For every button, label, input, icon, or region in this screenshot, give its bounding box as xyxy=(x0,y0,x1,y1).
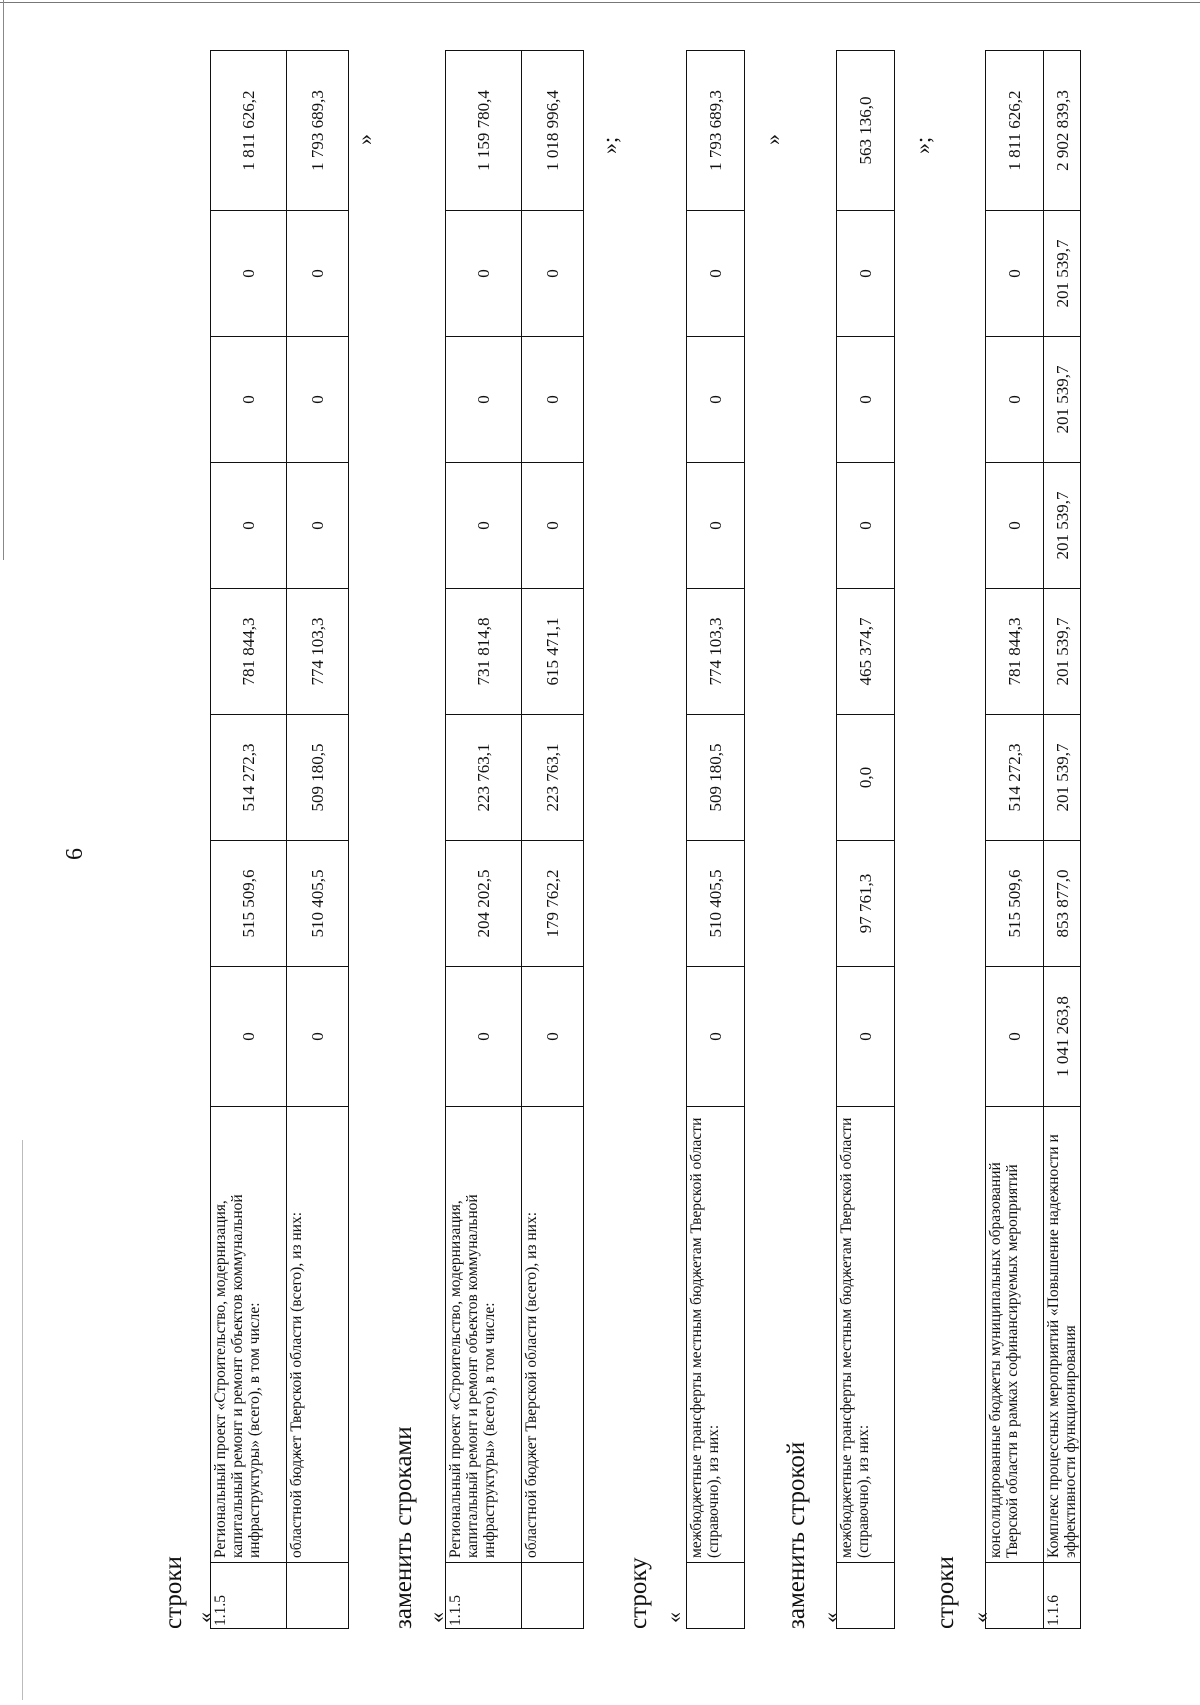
value-cell: 509 180,5 xyxy=(687,715,745,841)
value-cell: 0 xyxy=(446,211,522,337)
close-quote: »; xyxy=(597,136,622,154)
value-cell: 774 103,3 xyxy=(687,589,745,715)
value-cell: 0 xyxy=(446,463,522,589)
value-cell: 0 xyxy=(287,337,349,463)
value-cell: 201 539,7 xyxy=(1044,463,1081,589)
value-cell: 510 405,5 xyxy=(687,841,745,967)
value-cell: 0 xyxy=(986,211,1044,337)
value-cell: 1 041 263,8 xyxy=(1044,967,1081,1107)
value-cell: 201 539,7 xyxy=(1044,211,1081,337)
table-row xyxy=(687,51,745,1629)
section-heading: заменить строкой xyxy=(783,1441,810,1629)
value-cell: 0 xyxy=(446,337,522,463)
section-heading: строки xyxy=(932,1556,959,1629)
value-cell: 0 xyxy=(446,967,522,1107)
value-cell: 0 xyxy=(986,967,1044,1107)
value-cell: 223 763,1 xyxy=(446,715,522,841)
table-row xyxy=(287,51,349,1629)
budget-table xyxy=(836,50,895,1629)
row-description: областной бюджет Тверской области (всего), из них: xyxy=(522,1107,584,1563)
value-cell: 1 793 689,3 xyxy=(287,51,349,211)
value-cell: 0 xyxy=(837,967,895,1107)
value-cell: 0 xyxy=(211,211,287,337)
value-cell: 0 xyxy=(522,967,584,1107)
close-quote: » xyxy=(352,134,377,145)
value-cell: 0 xyxy=(687,211,745,337)
value-cell: 0 xyxy=(986,463,1044,589)
row-description: межбюджетные трансферты местным бюджетам Тверской области (справочно), из них: xyxy=(837,1107,895,1563)
value-cell: 1 811 626,2 xyxy=(986,51,1044,211)
value-cell: 97 761,3 xyxy=(837,841,895,967)
table-row xyxy=(446,51,522,1629)
budget-table xyxy=(445,50,584,1629)
row-number xyxy=(986,1563,1044,1629)
value-cell: 0 xyxy=(287,967,349,1107)
value-cell: 0,0 xyxy=(837,715,895,841)
value-cell: 0 xyxy=(522,211,584,337)
open-quote: « xyxy=(424,1612,449,1623)
row-description: Региональный проект «Строительство, модернизация, капитальный ремонт и ремонт объектов коммунальной инфраструктуры» (всего), в том числе: xyxy=(446,1107,522,1563)
value-cell: 0 xyxy=(687,463,745,589)
row-description: межбюджетные трансферты местным бюджетам Тверской области (справочно), из них: xyxy=(687,1107,745,1563)
value-cell: 1 811 626,2 xyxy=(211,51,287,211)
close-quote: » xyxy=(760,134,785,145)
value-cell: 515 509,6 xyxy=(986,841,1044,967)
row-description: Региональный проект «Строительство, модернизация, капитальный ремонт и ремонт объектов коммунальной инфраструктуры» (всего), в том числе: xyxy=(211,1107,287,1563)
section-heading: строку xyxy=(625,1557,652,1629)
row-description: консолидированные бюджеты муниципальных образований Тверской области в рамках софинансируемых мероприятий xyxy=(986,1107,1044,1563)
value-cell: 0 xyxy=(687,337,745,463)
table-row xyxy=(1044,51,1081,1629)
section-heading: строки xyxy=(160,1556,187,1629)
row-description: Комплекс процессных мероприятий «Повышение надежности и эффективности функционирования xyxy=(1044,1107,1081,1563)
value-cell: 0 xyxy=(211,337,287,463)
value-cell: 2 902 839,3 xyxy=(1044,51,1081,211)
value-cell: 0 xyxy=(522,463,584,589)
table-row xyxy=(986,51,1044,1629)
section-heading: заменить строками xyxy=(390,1426,417,1629)
value-cell: 1 793 689,3 xyxy=(687,51,745,211)
row-number xyxy=(837,1563,895,1629)
budget-table xyxy=(985,50,1081,1629)
value-cell: 179 762,2 xyxy=(522,841,584,967)
row-number: 1.1.5 xyxy=(446,1563,522,1629)
table-row xyxy=(522,51,584,1629)
row-description: областной бюджет Тверской области (всего), из них: xyxy=(287,1107,349,1563)
value-cell: 0 xyxy=(837,337,895,463)
value-cell: 223 763,1 xyxy=(522,715,584,841)
row-number xyxy=(522,1563,584,1629)
value-cell: 0 xyxy=(211,463,287,589)
value-cell: 0 xyxy=(522,337,584,463)
value-cell: 201 539,7 xyxy=(1044,337,1081,463)
value-cell: 201 539,7 xyxy=(1044,715,1081,841)
row-number xyxy=(687,1563,745,1629)
value-cell: 563 136,0 xyxy=(837,51,895,211)
open-quote: « xyxy=(192,1612,217,1623)
value-cell: 781 844,3 xyxy=(211,589,287,715)
row-number xyxy=(287,1563,349,1629)
page-number: 6 xyxy=(62,848,88,860)
value-cell: 514 272,3 xyxy=(211,715,287,841)
close-quote: »; xyxy=(910,136,935,154)
value-cell: 1 018 996,4 xyxy=(522,51,584,211)
value-cell: 0 xyxy=(211,967,287,1107)
value-cell: 0 xyxy=(837,463,895,589)
value-cell: 0 xyxy=(986,337,1044,463)
value-cell: 201 539,7 xyxy=(1044,589,1081,715)
value-cell: 0 xyxy=(687,967,745,1107)
table-row xyxy=(211,51,287,1629)
value-cell: 509 180,5 xyxy=(287,715,349,841)
table-row xyxy=(837,51,895,1629)
budget-table xyxy=(210,50,349,1629)
value-cell: 514 272,3 xyxy=(986,715,1044,841)
value-cell: 781 844,3 xyxy=(986,589,1044,715)
open-quote: « xyxy=(661,1612,686,1623)
value-cell: 465 374,7 xyxy=(837,589,895,715)
value-cell: 731 814,8 xyxy=(446,589,522,715)
row-number: 1.1.6 xyxy=(1044,1563,1081,1629)
value-cell: 1 159 780,4 xyxy=(446,51,522,211)
open-quote: « xyxy=(818,1612,843,1623)
value-cell: 0 xyxy=(837,211,895,337)
value-cell: 510 405,5 xyxy=(287,841,349,967)
value-cell: 615 471,1 xyxy=(522,589,584,715)
value-cell: 0 xyxy=(287,211,349,337)
value-cell: 515 509,6 xyxy=(211,841,287,967)
value-cell: 853 877,0 xyxy=(1044,841,1081,967)
open-quote: « xyxy=(968,1612,993,1623)
value-cell: 204 202,5 xyxy=(446,841,522,967)
value-cell: 0 xyxy=(287,463,349,589)
value-cell: 774 103,3 xyxy=(287,589,349,715)
budget-table xyxy=(686,50,745,1629)
row-number: 1.1.5 xyxy=(211,1563,287,1629)
